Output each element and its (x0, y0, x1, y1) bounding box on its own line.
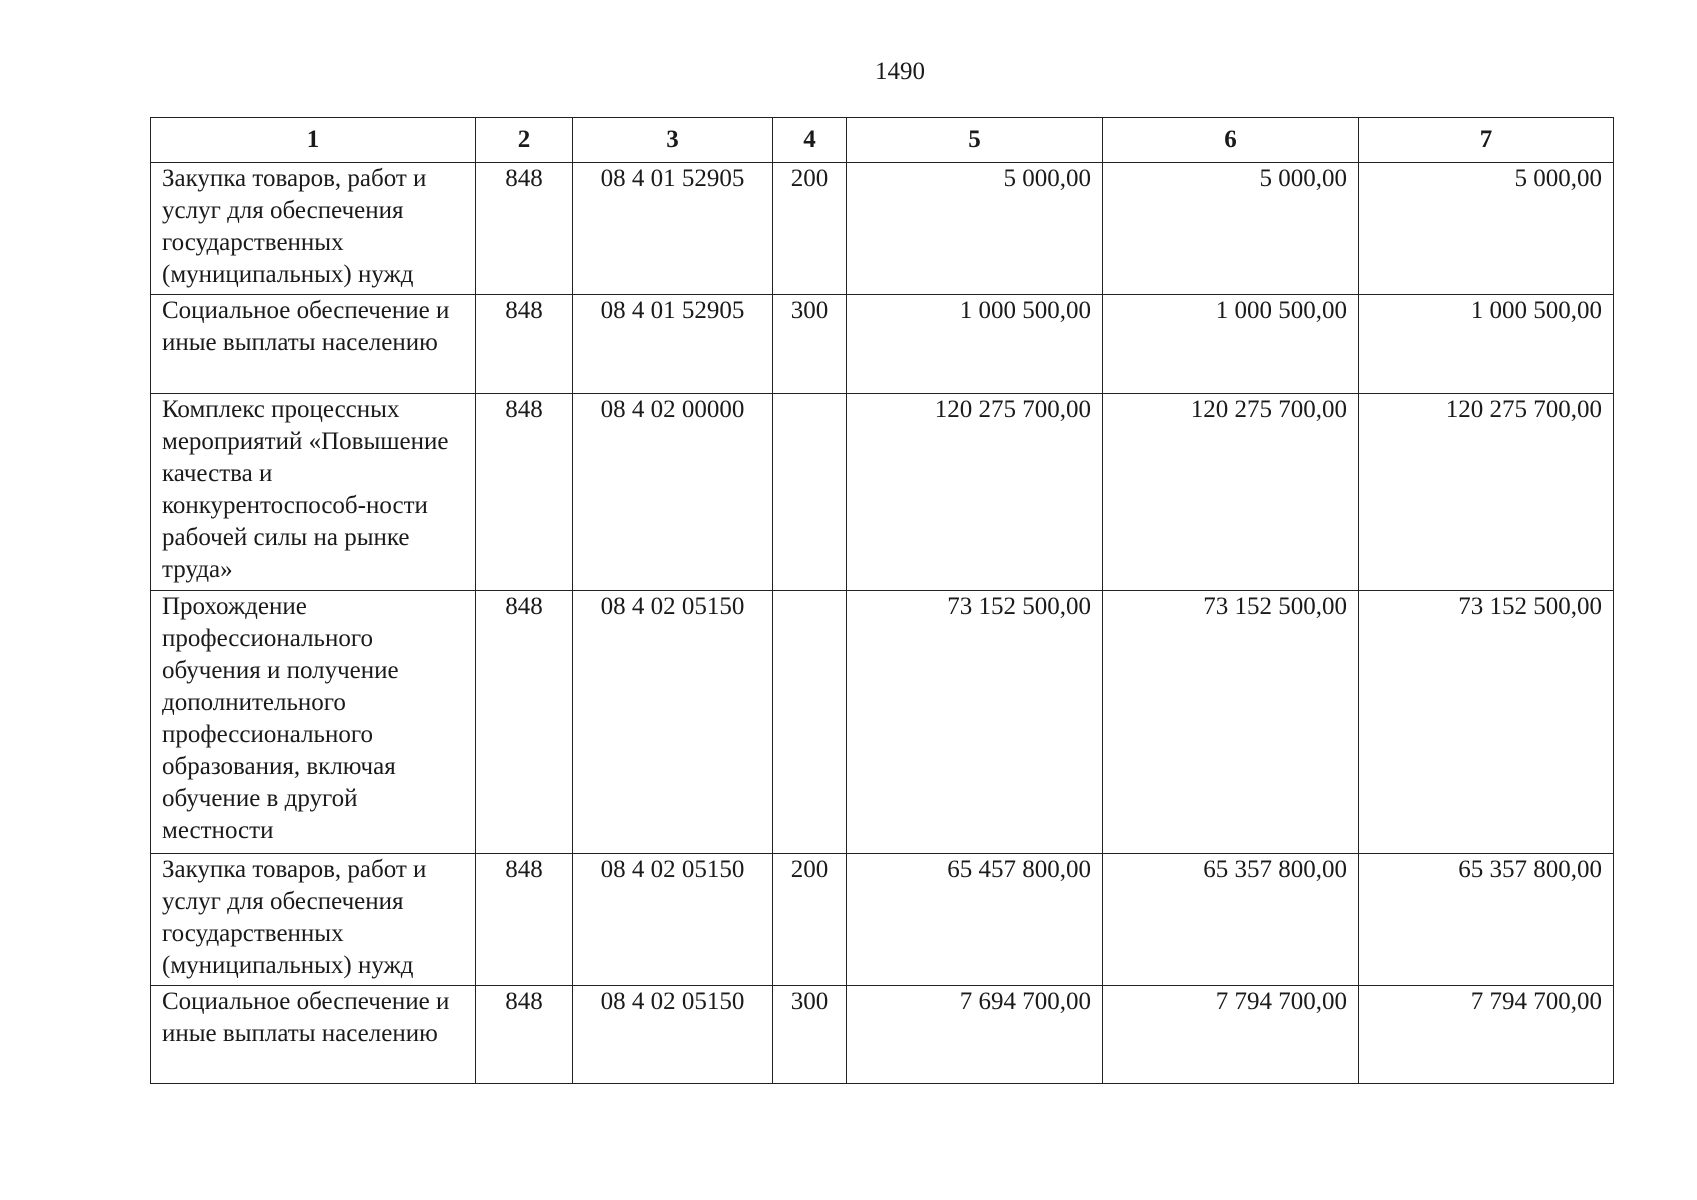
column-header-3: 3 (573, 118, 773, 163)
row-amount-5: 120 275 700,00 (847, 394, 1103, 591)
row-code-grbs: 848 (476, 394, 573, 591)
budget-table (150, 117, 1614, 1084)
row-amount-5: 7 694 700,00 (847, 986, 1103, 1084)
row-code-csr: 08 4 01 52905 (573, 163, 773, 295)
row-amount-6: 1 000 500,00 (1103, 295, 1359, 394)
row-name: Социальное обеспечение и иные выплаты населению (151, 986, 476, 1084)
row-name: Закупка товаров, работ и услуг для обеспечения государственных (муниципальных) нужд (151, 163, 476, 295)
row-amount-5: 1 000 500,00 (847, 295, 1103, 394)
table-row (151, 163, 1614, 295)
row-name: Прохождение профессионального обучения и получение дополнительного профессионального образования, включая обучение в другой местности (151, 591, 476, 854)
row-code-csr: 08 4 02 05150 (573, 986, 773, 1084)
table-row (151, 591, 1614, 854)
column-header-7: 7 (1359, 118, 1614, 163)
row-code-vr: 300 (773, 986, 847, 1084)
row-code-csr: 08 4 02 05150 (573, 591, 773, 854)
row-amount-7: 73 152 500,00 (1359, 591, 1614, 854)
row-code-csr: 08 4 01 52905 (573, 295, 773, 394)
table-row (151, 394, 1614, 591)
row-name: Закупка товаров, работ и услуг для обеспечения государственных (муниципальных) нужд (151, 854, 476, 986)
row-code-vr: 300 (773, 295, 847, 394)
row-code-vr (773, 591, 847, 854)
table-row (151, 986, 1614, 1084)
row-code-grbs: 848 (476, 854, 573, 986)
column-header-5: 5 (847, 118, 1103, 163)
row-name: Комплекс процессных мероприятий «Повышение качества и конкурентоспособ-ности рабочей силы на рынке труда» (151, 394, 476, 591)
row-amount-7: 5 000,00 (1359, 163, 1614, 295)
row-code-csr: 08 4 02 05150 (573, 854, 773, 986)
row-amount-7: 1 000 500,00 (1359, 295, 1614, 394)
row-amount-7: 120 275 700,00 (1359, 394, 1614, 591)
row-amount-5: 73 152 500,00 (847, 591, 1103, 854)
row-code-grbs: 848 (476, 295, 573, 394)
row-amount-5: 65 457 800,00 (847, 854, 1103, 986)
row-code-csr: 08 4 02 00000 (573, 394, 773, 591)
row-amount-6: 73 152 500,00 (1103, 591, 1359, 854)
column-header-4: 4 (773, 118, 847, 163)
row-amount-6: 120 275 700,00 (1103, 394, 1359, 591)
row-code-grbs: 848 (476, 986, 573, 1084)
column-header-6: 6 (1103, 118, 1359, 163)
row-amount-6: 65 357 800,00 (1103, 854, 1359, 986)
table-row (151, 854, 1614, 986)
row-code-vr (773, 394, 847, 591)
row-amount-7: 7 794 700,00 (1359, 986, 1614, 1084)
row-code-grbs: 848 (476, 163, 573, 295)
row-code-grbs: 848 (476, 591, 573, 854)
page-number: 1490 (875, 58, 925, 85)
header-row (151, 118, 1614, 163)
row-amount-6: 5 000,00 (1103, 163, 1359, 295)
column-header-2: 2 (476, 118, 573, 163)
row-amount-5: 5 000,00 (847, 163, 1103, 295)
row-amount-7: 65 357 800,00 (1359, 854, 1614, 986)
row-code-vr: 200 (773, 163, 847, 295)
row-name: Социальное обеспечение и иные выплаты населению (151, 295, 476, 394)
table-row (151, 295, 1614, 394)
column-header-1: 1 (151, 118, 476, 163)
row-amount-6: 7 794 700,00 (1103, 986, 1359, 1084)
row-code-vr: 200 (773, 854, 847, 986)
